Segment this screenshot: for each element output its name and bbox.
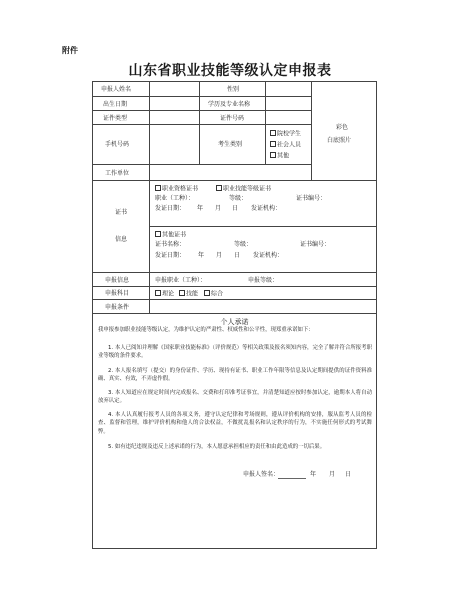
cert-type-skill-level[interactable]: 职业技能等级证书 bbox=[216, 185, 271, 193]
certificate-label: 证书 bbox=[115, 209, 128, 216]
birth-date-label: 出生日期 bbox=[103, 101, 128, 108]
applicant-name-label: 申报人姓名 bbox=[101, 86, 132, 93]
apply-info-field[interactable] bbox=[149, 272, 376, 286]
year-label: 年 bbox=[198, 252, 205, 259]
phone-label: 手机号码 bbox=[105, 141, 130, 148]
option-social[interactable]: 社会人员 bbox=[270, 141, 301, 149]
apply-conditions-field[interactable] bbox=[149, 299, 376, 313]
month-label: 月 bbox=[216, 252, 223, 259]
gender-label: 性别 bbox=[227, 86, 240, 93]
cert-block-2 bbox=[149, 226, 376, 272]
form-title: 山东省职业技能等级认定申报表 bbox=[128, 63, 332, 79]
checkbox-icon bbox=[155, 290, 161, 296]
info-label: 信息 bbox=[115, 236, 128, 243]
id-type-label: 证件类型 bbox=[103, 115, 128, 122]
certificate-info-label-cell bbox=[93, 180, 149, 272]
application-form bbox=[92, 81, 377, 549]
checkbox-icon bbox=[179, 290, 185, 296]
commitment-item-5: 5. 如有违纪违规及违反上述承诺的行为，本人愿意承担相应的责任和由此造成的一切后果。 bbox=[108, 444, 326, 450]
cert2-number-label: 证书编号： bbox=[300, 241, 331, 248]
signature-label: 申报人签名： bbox=[243, 471, 280, 478]
option-student[interactable]: 院校学生 bbox=[270, 130, 301, 138]
work-unit-label-cell bbox=[93, 164, 149, 180]
subject-skill[interactable]: 技能 bbox=[179, 290, 198, 298]
signature-month: 月 bbox=[329, 471, 336, 478]
cert1-issuer-label: 发证机构： bbox=[251, 205, 282, 212]
photo-cell bbox=[311, 82, 376, 180]
commitment-item-4: 4. 本人认真履行报考人员的各项义务，遵守认定纪律和考场规则，遵从评价机构的安排，服从监考人员的检查、监督和管理，维护评价机构和他人的合法权益，不做扰乱报名和认定秩序的行为，不实施任何形式的考试舞弊。 bbox=[98, 412, 372, 435]
commitment-item-2: 2. 本人报名填写（提交）的身份证件、学历、现持有证书、职业工作年限等信息及认定期间提供的证件资料准确、真实、有效，不弄虚作假。 bbox=[98, 368, 372, 383]
apply-subject-label-cell bbox=[93, 286, 149, 299]
checkbox-icon bbox=[155, 231, 161, 237]
education-major-field[interactable] bbox=[265, 96, 311, 110]
signature-day: 日 bbox=[345, 471, 352, 478]
education-label-cell bbox=[199, 96, 265, 110]
cert1-issue-date-label: 发证日期： bbox=[155, 205, 186, 212]
month-label: 月 bbox=[215, 205, 222, 212]
photo-label-line2: 白底照片 bbox=[327, 137, 352, 144]
signature-year: 年 bbox=[310, 471, 317, 478]
apply-conditions-label: 申报条件 bbox=[105, 304, 130, 311]
checkbox-icon bbox=[270, 141, 276, 147]
day-label: 日 bbox=[234, 252, 241, 259]
apply-subject-options bbox=[149, 286, 376, 299]
cert1-occupation-label: 职业（工种）： bbox=[155, 195, 195, 202]
option-other[interactable]: 其他 bbox=[270, 152, 289, 160]
checkbox-icon bbox=[270, 130, 276, 136]
gender-label-cell bbox=[199, 82, 265, 96]
id-number-label: 证件号码 bbox=[220, 115, 245, 122]
cert2-issuer-label: 发证机构： bbox=[253, 252, 284, 259]
commitment-section bbox=[93, 313, 376, 548]
work-unit-label: 工作单位 bbox=[105, 170, 130, 177]
apply-level-label: 申报等级： bbox=[248, 277, 279, 284]
apply-subject-label: 申报科目 bbox=[105, 290, 130, 297]
apply-occupation-label: 申报职业（工种）： bbox=[155, 277, 207, 284]
cert-type-qualification[interactable]: 职业资格证书 bbox=[155, 185, 198, 193]
cert2-issue-date-label: 发证日期： bbox=[155, 252, 186, 259]
candidate-type-label-cell bbox=[199, 124, 265, 164]
cert1-level-label: 等级： bbox=[229, 195, 248, 202]
id-type-label-cell bbox=[93, 110, 149, 124]
checkbox-icon bbox=[155, 185, 161, 191]
cert1-number-label: 证书编号： bbox=[296, 195, 327, 202]
candidate-type-options bbox=[265, 124, 311, 164]
commitment-title: 个人承诺 bbox=[220, 318, 249, 326]
work-unit-field[interactable] bbox=[149, 164, 311, 180]
apply-info-label: 申报信息 bbox=[105, 277, 130, 284]
apply-conditions-label-cell bbox=[93, 299, 149, 313]
cert2-level-label: 等级： bbox=[234, 241, 253, 248]
subject-comprehensive[interactable]: 综合 bbox=[204, 290, 223, 298]
signature-line[interactable] bbox=[278, 478, 306, 479]
commitment-item-1: 1. 本人已阅知并理解《国家职业技能标准》（评价规范）等相关政策及报名须知内容，完全了解并符合所报考职业等级的条件要求。 bbox=[98, 345, 372, 360]
candidate-type-label: 考生类别 bbox=[218, 141, 243, 148]
education-major-label: 学历及专业名称 bbox=[208, 101, 251, 108]
cert-type-other[interactable]: 其他证书 bbox=[155, 231, 186, 239]
commitment-item-3: 3. 本人知道应在规定时间内完成报名、交费和打印准考证事宜，并清楚知道应按时参加认定，逾期本人将自动放弃认定。 bbox=[98, 390, 372, 405]
applicant-name-field[interactable] bbox=[149, 82, 199, 96]
gender-field[interactable] bbox=[265, 82, 311, 96]
id-number-field[interactable] bbox=[265, 110, 311, 124]
photo-label-line1: 彩色 bbox=[336, 124, 349, 131]
apply-info-label-cell bbox=[93, 272, 149, 286]
year-label: 年 bbox=[197, 205, 204, 212]
checkbox-icon bbox=[204, 290, 210, 296]
phone-label-cell bbox=[93, 124, 149, 164]
id-number-label-cell bbox=[199, 110, 265, 124]
cert-block-1 bbox=[149, 180, 376, 226]
subject-theory[interactable]: 理论 bbox=[155, 290, 174, 298]
applicant-name-label-cell bbox=[93, 82, 149, 96]
attachment-label: 附件 bbox=[62, 46, 78, 55]
birth-date-label-cell bbox=[93, 96, 149, 110]
cert2-name-label: 证书名称： bbox=[155, 241, 186, 248]
birth-date-field[interactable] bbox=[149, 96, 199, 110]
phone-field[interactable] bbox=[149, 124, 199, 164]
checkbox-icon bbox=[216, 185, 222, 191]
checkbox-icon bbox=[270, 152, 276, 158]
day-label: 日 bbox=[232, 205, 239, 212]
id-type-field[interactable] bbox=[149, 110, 199, 124]
commitment-intro: 我申报参加职业技能等级认定，为维护认定的严肃性、权威性和公平性，现郑重承诺如下： bbox=[98, 327, 314, 333]
